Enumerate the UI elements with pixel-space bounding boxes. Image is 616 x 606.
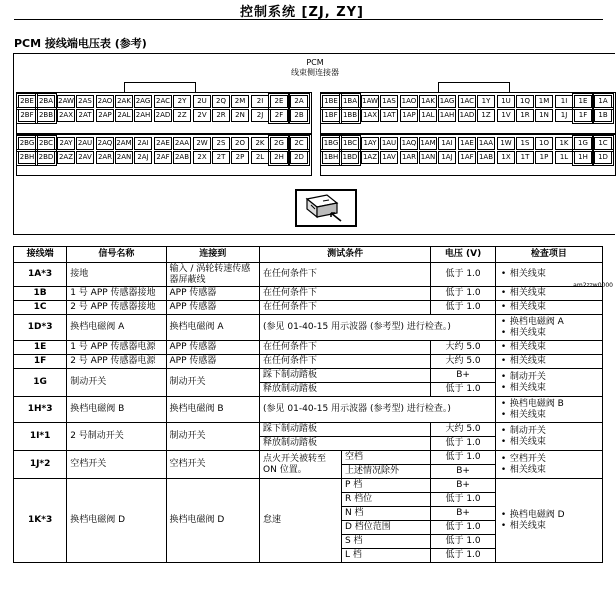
voltage-cell: 低于 1.0 [431, 535, 495, 549]
connect-cell: 空档开关 [166, 451, 260, 479]
connector-pin: 1AR [400, 151, 418, 164]
check-item: • 相关线束 [499, 342, 599, 353]
connect-cell: 制动开关 [166, 369, 260, 397]
voltage-cell: 大约 5.0 [431, 341, 495, 355]
check-cell [495, 341, 602, 355]
connector-pin: 1AV [380, 151, 398, 164]
voltage-cell: B+ [431, 479, 495, 493]
connector-pin: 1Y [477, 95, 495, 108]
signal-cell: 2 号 APP 传感器电源 [67, 355, 166, 369]
col-voltage: 电压 (V) [431, 247, 495, 263]
signal-cell: 1 号 APP 传感器电源 [67, 341, 166, 355]
table-row [14, 355, 603, 369]
connect-cell: APP 传感器 [166, 341, 260, 355]
voltage-cell: 大约 5.0 [431, 423, 495, 437]
voltage-cell: 低于 1.0 [431, 451, 495, 465]
connector-pin: 1W [497, 137, 515, 150]
connector-pin: 1U [497, 95, 515, 108]
page-title: 控制系统 [ZJ, ZY] [240, 5, 364, 20]
connector-pin: 1T [516, 151, 534, 164]
connector-pin: 2M [231, 95, 249, 108]
connector-pin: 1BD [341, 151, 359, 164]
terminal-cell: 1G [14, 369, 67, 397]
connector-pin: 1AU [380, 137, 398, 150]
connector-pin: 1AB [477, 151, 495, 164]
connector-pin: 1AX [361, 109, 379, 122]
connector-pin: 1P [535, 151, 553, 164]
connector-pin: 1AN [419, 151, 437, 164]
connector-pin: 2AR [96, 151, 114, 164]
condition-sub-cell: D 档位范围 [341, 521, 430, 535]
signal-cell: 1 号 APP 传感器接地 [67, 287, 166, 301]
table-row [14, 479, 603, 493]
connector-pin: 2AI [134, 137, 152, 150]
check-item: • 相关线束 [499, 465, 599, 476]
table-row [14, 341, 603, 355]
terminal-cell: 1E [14, 341, 67, 355]
connector-pin: 2AX [57, 109, 75, 122]
voltage-cell: B+ [431, 369, 495, 383]
connector-pin: 1AY [361, 137, 379, 150]
condition-sub-cell: S 档 [341, 535, 430, 549]
connector-title-line2: 线束侧连接器 [291, 68, 339, 77]
connector-pin: 1BG [322, 137, 340, 150]
table-header-row [14, 247, 603, 263]
connector-pin: 2I [251, 95, 269, 108]
connector-pin: 2N [231, 109, 249, 122]
connector-pin: 1AG [438, 95, 456, 108]
check-item: • 空档开关 [499, 454, 599, 465]
col-terminal: 接线端 [14, 247, 67, 263]
voltage-cell: 低于 1.0 [431, 383, 495, 397]
connector-pin: 2AH [134, 109, 152, 122]
diagram-code: am2zzw0000 [573, 282, 613, 289]
connector-view-icon [295, 189, 357, 227]
left-pin-row [18, 137, 310, 150]
table-row [14, 369, 603, 383]
connector-pin: 1J [555, 109, 573, 122]
condition-sub-cell: P 档 [341, 479, 430, 493]
connector-pin: 2C [290, 137, 308, 150]
connector-pin: 1N [535, 109, 553, 122]
connector-pin: 2AU [76, 137, 94, 150]
connector-pin: 2F [270, 109, 288, 122]
terminal-cell: 1J*2 [14, 451, 67, 479]
connector-pin: 1AW [361, 95, 379, 108]
connector-pin: 2BE [18, 95, 36, 108]
right-pin-row [322, 137, 614, 150]
connector-pin: 2AK [115, 95, 133, 108]
terminal-cell: 1F [14, 355, 67, 369]
connector-pin: 1E [574, 95, 592, 108]
condition-cell: 释放制动踏板 [260, 383, 431, 397]
voltage-cell: 低于 1.0 [431, 437, 495, 451]
connect-cell: 制动开关 [166, 423, 260, 451]
connector-pin: 1BF [322, 109, 340, 122]
connector-pin: 1L [555, 151, 573, 164]
voltage-cell: B+ [431, 465, 495, 479]
connect-cell: 换档电磁阀 B [166, 397, 260, 423]
col-signal: 信号名称 [67, 247, 166, 263]
check-cell [495, 479, 602, 563]
check-cell [495, 301, 602, 315]
connector-pin: 1AH [438, 109, 456, 122]
connector-title [14, 58, 616, 78]
signal-cell: 换档电磁阀 A [67, 315, 166, 341]
condition-cell: 在任何条件下 [260, 287, 431, 301]
condition-main-cell: 怠速 [260, 479, 342, 563]
check-cell [495, 315, 602, 341]
connector-pin: 2D [290, 151, 308, 164]
header-rule [14, 19, 603, 20]
connector-pin: 2E [270, 95, 288, 108]
connector-pin: 2L [251, 151, 269, 164]
check-item: • 相关线束 [499, 269, 599, 280]
connector-pin: 1BC [341, 137, 359, 150]
connector-pin: 2J [251, 109, 269, 122]
connector-pin: 2AM [115, 137, 133, 150]
connector-pin: 2AP [96, 109, 114, 122]
check-item: • 相关线束 [499, 288, 599, 299]
connector-pin: 2T [212, 151, 230, 164]
condition-sub-cell: L 档 [341, 549, 430, 563]
connector-pin: 2AB [173, 151, 191, 164]
connector-pin: 2AA [173, 137, 191, 150]
connector-pin: 1AL [419, 109, 437, 122]
connector-pin: 2AV [76, 151, 94, 164]
table-row [14, 397, 603, 423]
connector-pin: 2AW [57, 95, 75, 108]
connector-pin: 2BF [18, 109, 36, 122]
connector-pin: 1Z [477, 109, 495, 122]
connector-pin: 1K [555, 137, 573, 150]
condition-cell: 在任何条件下 [260, 355, 431, 369]
condition-cell: 释放制动踏板 [260, 437, 431, 451]
check-cell [495, 451, 602, 479]
table-row [14, 315, 603, 341]
connector-pin: 2Q [212, 95, 230, 108]
connector-pin: 1B [594, 109, 612, 122]
terminal-cell: 1K*3 [14, 479, 67, 563]
condition-cell: 在任何条件下 [260, 301, 431, 315]
connector-pin: 2BA [37, 95, 55, 108]
right-pin-row [322, 95, 614, 108]
connector-pin: 2AY [57, 137, 75, 150]
signal-cell: 换档电磁阀 D [67, 479, 166, 563]
connector-pin: 1BB [341, 109, 359, 122]
right-pin-row [322, 109, 614, 122]
connector-pin: 2Z [173, 109, 191, 122]
connector-pin: 2BC [37, 137, 55, 150]
condition-cell: 在任何条件下 [260, 341, 431, 355]
condition-cell: (参见 01-40-15 用示波器 (参考型) 进行检查。) [260, 315, 496, 341]
connector-pin: 2K [251, 137, 269, 150]
connector-pin: 1AF [458, 151, 476, 164]
connector-pin: 1AK [419, 95, 437, 108]
connector-pin: 2B [290, 109, 308, 122]
check-item: • 相关线束 [499, 328, 599, 339]
connector-pin: 1O [535, 137, 553, 150]
connector-pin: 2AD [154, 109, 172, 122]
connector-pin: 2AN [115, 151, 133, 164]
connector-pin: 2V [193, 109, 211, 122]
condition-sub-cell: 上述情况除外 [341, 465, 430, 479]
check-cell [495, 369, 602, 397]
condition-sub-cell: R 档位 [341, 493, 430, 507]
section-subtitle: PCM 接线端电压表 (参考) [14, 37, 147, 50]
connect-cell: APP 传感器 [166, 301, 260, 315]
terminal-cell: 1B [14, 287, 67, 301]
condition-cell: 踩下制动踏板 [260, 423, 431, 437]
connector-pin: 1AQ [400, 137, 418, 150]
terminal-cell: 1H*3 [14, 397, 67, 423]
check-item: • 制动开关 [499, 372, 599, 383]
connector-pin: 2AJ [134, 151, 152, 164]
connector-pin: 2AG [134, 95, 152, 108]
connector-pin: 1V [497, 109, 515, 122]
connector-pin: 2BB [37, 109, 55, 122]
connector-pin: 1H [574, 151, 592, 164]
voltage-cell: 低于 1.0 [431, 549, 495, 563]
connector-pin: 1AA [477, 137, 495, 150]
connector-pin: 2S [212, 137, 230, 150]
connector-pin: 1AC [458, 95, 476, 108]
check-item: • 相关线束 [499, 356, 599, 367]
table-row [14, 287, 603, 301]
connector-pin: 1BH [322, 151, 340, 164]
connector-pin: 2AQ [96, 137, 114, 150]
check-cell [495, 397, 602, 423]
check-cell [495, 263, 602, 287]
connector-pin: 1I [555, 95, 573, 108]
voltage-cell: 低于 1.0 [431, 301, 495, 315]
table-row [14, 263, 603, 287]
connector-pin: 2BH [18, 151, 36, 164]
connect-cell: APP 传感器 [166, 287, 260, 301]
connector-pin: 2W [193, 137, 211, 150]
connect-cell: 输入 / 涡轮转速传感器屏蔽线 [166, 263, 260, 287]
connector-pin: 2AE [154, 137, 172, 150]
voltage-cell: 低于 1.0 [431, 287, 495, 301]
col-condition: 测试条件 [260, 247, 431, 263]
connector-title-line1: PCM [306, 58, 324, 67]
check-cell [495, 423, 602, 451]
condition-main-cell: 点火开关被转至 ON 位置。 [260, 451, 342, 479]
connector-pin: 1BA [341, 95, 359, 108]
table-row [14, 423, 603, 437]
table-row [14, 451, 603, 465]
connector-pin: 2R [212, 109, 230, 122]
connector-pin: 2A [290, 95, 308, 108]
connector-pin: 1A [594, 95, 612, 108]
connector-pin: 2Y [173, 95, 191, 108]
left-pin-row [18, 109, 310, 122]
connector-pin: 1BE [322, 95, 340, 108]
signal-cell: 空档开关 [67, 451, 166, 479]
connect-cell: 换档电磁阀 D [166, 479, 260, 563]
check-cell [495, 355, 602, 369]
connector-pin: 2AO [96, 95, 114, 108]
voltage-cell: 低于 1.0 [431, 263, 495, 287]
condition-cell: 在任何条件下 [260, 263, 431, 287]
connector-pin: 2AS [76, 95, 94, 108]
voltage-cell: B+ [431, 507, 495, 521]
col-check: 检查项目 [495, 247, 602, 263]
signal-cell: 2 号 APP 传感器接地 [67, 301, 166, 315]
connector-pin: 1G [574, 137, 592, 150]
connector-pin: 1M [535, 95, 553, 108]
connector-pin: 1AD [458, 109, 476, 122]
check-item: • 相关线束 [499, 383, 599, 394]
signal-cell: 换档电磁阀 B [67, 397, 166, 423]
connect-cell: 换档电磁阀 A [166, 315, 260, 341]
connector-pin: 1F [574, 109, 592, 122]
connector-pin: 2AF [154, 151, 172, 164]
signal-cell: 制动开关 [67, 369, 166, 397]
connector-pin: 1C [594, 137, 612, 150]
signal-cell: 2 号制动开关 [67, 423, 166, 451]
connector-pin: 2AZ [57, 151, 75, 164]
voltage-cell: 低于 1.0 [431, 493, 495, 507]
connector-pin: 2BD [37, 151, 55, 164]
check-item: • 相关线束 [499, 437, 599, 448]
connector-pin: 1X [497, 151, 515, 164]
connector-pin: 2AL [115, 109, 133, 122]
connector-pin: 1AI [438, 137, 456, 150]
terminal-cell: 1A*3 [14, 263, 67, 287]
connector-pin: 1D [594, 151, 612, 164]
voltage-cell: 低于 1.0 [431, 521, 495, 535]
connector-pin: 1AT [380, 109, 398, 122]
signal-cell: 接地 [67, 263, 166, 287]
check-item: • 换档电磁阀 A [499, 317, 599, 328]
connector-pin: 1AO [400, 95, 418, 108]
condition-cell: (参见 01-40-15 用示波器 (参考型) 进行检查。) [260, 397, 496, 423]
check-item: • 相关线束 [499, 521, 599, 532]
connector-pin: 1S [516, 137, 534, 150]
right-pin-row [322, 151, 614, 164]
terminal-cell: 1D*3 [14, 315, 67, 341]
connector-pin: 1R [516, 109, 534, 122]
condition-sub-cell: N 档 [341, 507, 430, 521]
check-item: • 换档电磁阀 D [499, 510, 599, 521]
connector-pin: 2AT [76, 109, 94, 122]
connector-pin: 1AM [419, 137, 437, 150]
check-item: • 换档电磁阀 B [499, 399, 599, 410]
connector-pin: 2BG [18, 137, 36, 150]
left-pin-row [18, 151, 310, 164]
terminal-cell: 1I*1 [14, 423, 67, 451]
check-item: • 相关线束 [499, 410, 599, 421]
condition-cell: 踩下制动踏板 [260, 369, 431, 383]
terminal-voltage-table [13, 246, 603, 563]
condition-sub-cell: 空档 [341, 451, 430, 465]
connector-pin: 2P [231, 151, 249, 164]
check-item: • 相关线束 [499, 302, 599, 313]
connector-pin: 2AC [154, 95, 172, 108]
check-item: • 制动开关 [499, 426, 599, 437]
connector-pin: 2O [231, 137, 249, 150]
connect-cell: APP 传感器 [166, 355, 260, 369]
connector-pin: 2G [270, 137, 288, 150]
table-row [14, 301, 603, 315]
connector-pin: 2X [193, 151, 211, 164]
connector-pin: 2H [270, 151, 288, 164]
connector-pin: 1AP [400, 109, 418, 122]
connector-pin: 1AZ [361, 151, 379, 164]
page-header [0, 0, 603, 20]
connector-pin: 2U [193, 95, 211, 108]
voltage-cell: 大约 5.0 [431, 355, 495, 369]
terminal-cell: 1C [14, 301, 67, 315]
connector-pin: 1AS [380, 95, 398, 108]
connector-pin: 1AJ [438, 151, 456, 164]
check-cell [495, 287, 602, 301]
col-connect: 连接到 [166, 247, 260, 263]
connector-pin: 1AE [458, 137, 476, 150]
connector-pin: 1Q [516, 95, 534, 108]
left-pin-row [18, 95, 310, 108]
